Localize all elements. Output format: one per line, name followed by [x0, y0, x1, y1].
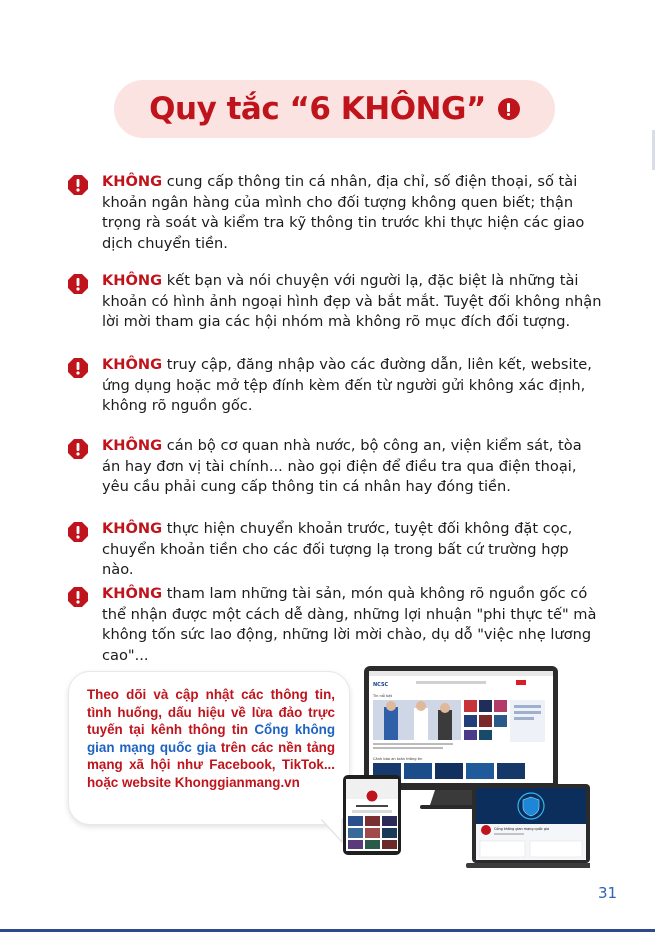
page-number: 31: [598, 884, 618, 902]
rule-body: truy cập, đăng nhập vào các đường dẫn, liên kết, website, ứng dụng hoặc mở tệp đính kèm đến từ người gửi không xác định, không rõ nguồn gốc.: [102, 356, 592, 414]
monitor-section-title-2: Cảnh báo an toàn thông tin: [373, 757, 423, 761]
monitor-section-title: Tin nổi bật: [373, 694, 393, 698]
rule-item: [68, 584, 608, 666]
rule-text: [102, 172, 602, 254]
rule-keyword: KHÔNG: [102, 173, 163, 190]
rule-keyword: KHÔNG: [102, 356, 163, 373]
laptop-page-name: Cổng không gian mạng quốc gia: [494, 827, 550, 831]
title-banner: [114, 80, 555, 138]
page-title: Quy tắc “6 KHÔNG”: [149, 91, 486, 127]
callout-text-before: Theo dõi và cập nhật các thông tin, tình huống, dấu hiệu về lừa đảo trực tuyến tại kênh thông tin: [87, 687, 335, 738]
rule-text: [102, 355, 602, 417]
rule-item: [68, 172, 608, 254]
octagon-alert-icon: [68, 439, 88, 459]
rule-item: [68, 355, 608, 417]
rule-text: [102, 271, 602, 333]
octagon-alert-icon: [68, 358, 88, 378]
octagon-alert-icon: [68, 587, 88, 607]
octagon-alert-icon: [68, 175, 88, 195]
devices-illustration: [340, 665, 590, 870]
rule-body: kết bạn và nói chuyện với người lạ, đặc biệt là những tài khoản có hình ảnh ngoại hình đẹp và bắt mắt. Tuyệt đối không nhận lời mời tham gia các hội nhóm mà không rõ mục đích đối tượng.: [102, 272, 602, 330]
rule-item: [68, 519, 608, 581]
octagon-alert-icon: [68, 522, 88, 542]
rule-text: [102, 519, 602, 581]
alert-circle-icon: [498, 98, 520, 120]
rule-item: [68, 271, 608, 333]
laptop-image: [466, 784, 590, 868]
rule-item: [68, 436, 608, 498]
rule-keyword: KHÔNG: [102, 520, 163, 537]
rule-body: cung cấp thông tin cá nhân, địa chỉ, số điện thoại, số tài khoản ngân hàng của mình cho đối tượng không quen biết; thận trọng rà soát và kiểm tra kỹ thông tin trước khi thực hiện các giao dịch chuyển tiền.: [102, 173, 585, 252]
callout-highlight: Cổng không gian mạng quốc gia: [87, 722, 335, 755]
rule-body: tham lam những tài sản, món quà không rõ nguồn gốc có thể nhận được một cách dễ dàng, những lợi nhuận "phi thực tế" mà không tốn sức lao động, những lời mời chào, dụ dỗ "việc nhẹ lương cao"...: [102, 585, 597, 664]
callout-text-after: trên các nền tảng mạng xã hội như Facebook, TikTok... hoặc website Khonggianmang.vn: [87, 739, 336, 790]
rule-text: [102, 436, 602, 498]
rule-text: [102, 584, 602, 666]
rule-keyword: KHÔNG: [102, 437, 163, 454]
octagon-alert-icon: [68, 274, 88, 294]
rule-keyword: KHÔNG: [102, 585, 163, 602]
phone-image: [343, 775, 401, 855]
callout-bubble: [68, 671, 350, 825]
rule-keyword: KHÔNG: [102, 272, 163, 289]
monitor-logo: NCSC: [373, 682, 389, 688]
rule-body: cán bộ cơ quan nhà nước, bộ công an, viện kiểm sát, tòa án hay đơn vị tài chính... nào gọi điện để điều tra qua điện thoại, yêu cầu phải cung cấp thông tin cá nhân hay đóng tiền.: [102, 437, 582, 495]
rule-body: thực hiện chuyển khoản trước, tuyệt đối không đặt cọc, chuyển khoản tiền cho các đối tượng lạ trong bất cứ trường hợp nào.: [102, 520, 573, 578]
callout-text: [87, 686, 335, 792]
